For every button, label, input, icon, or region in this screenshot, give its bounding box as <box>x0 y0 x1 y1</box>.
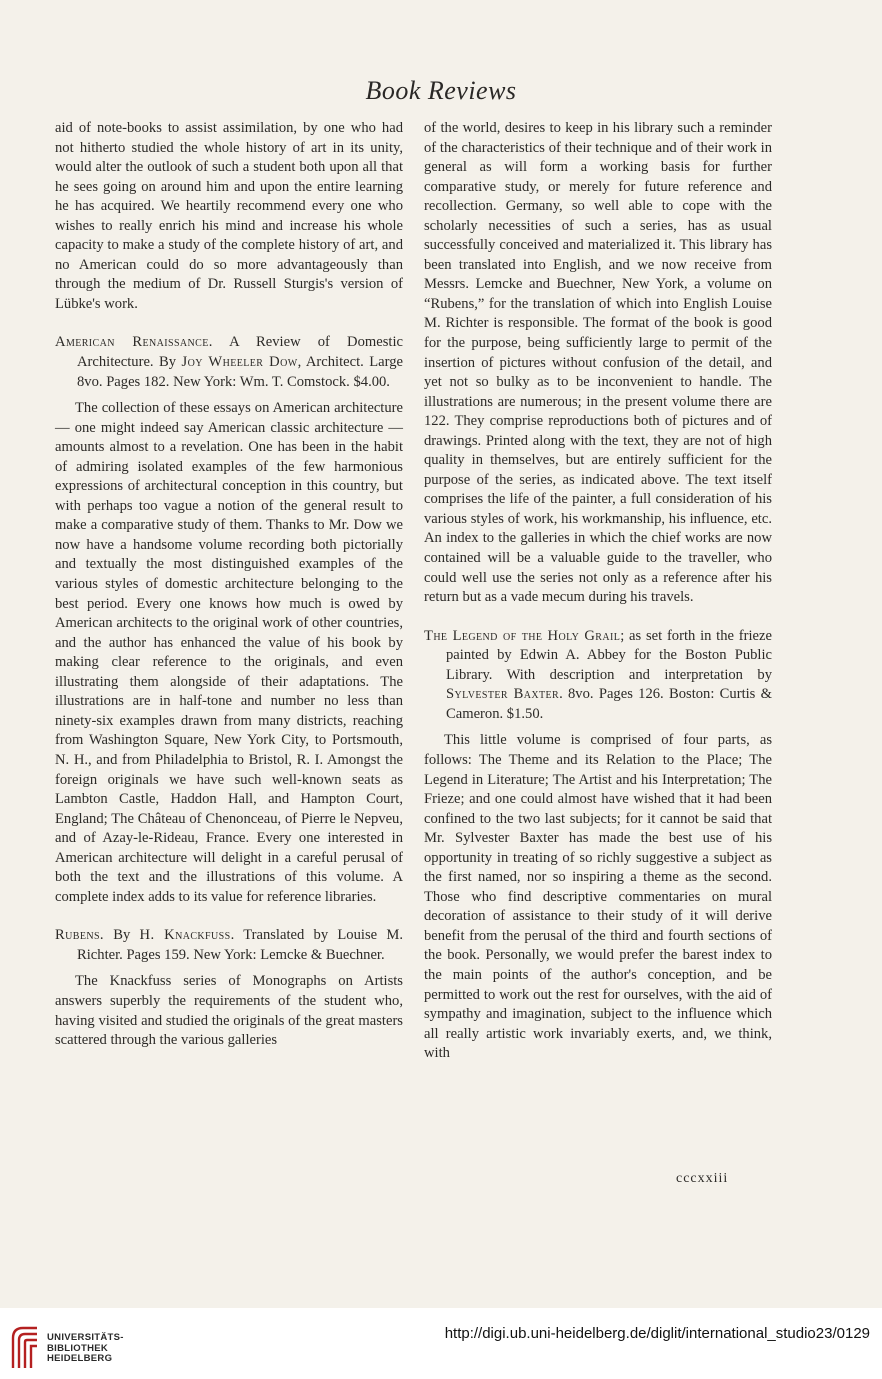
continued-paragraph: aid of note-books to assist assimilation, by one who had not hitherto studied the whole history of art in its unity, would alter the outlook of such a student both upon all that he sees going on around him and upon the entire learning he has acquired. We heartily recommend every one who wishes to really enrich his mind and increase his whole capacity to make a study of the complete history of art, and no American could do so more advantageously than through the medium of Dr. Russell Sturgis's version of Lübke's work. <box>55 120 403 312</box>
library-logo-text <box>47 1333 124 1365</box>
review-body-holy-grail: This little volume is comprised of four parts, as follows: The Theme and its Relation to the Place; The Legend in Literature; The Artist and his Interpretation; The Frieze; and one could almost have wished that it had been confined to the two last subjects; for it cannot be said that Mr. Sylvester Baxter has made the best use of his opportunity in treating of so richly suggestive a subject as the first named, nor so inspiring a theme as the second. Those who find descriptive commentaries on mural decoration of assistance to their study of it will derive benefit from the perusal of the third and fourth sections of the book. Personally, we would prefer the barest index to the main points of the author's conception, and be permitted to work out the rest for ourselves, with the aid of sympathy and imagination, subject to the influence which all really artistic work invariably exerts, and, we think, with <box>424 732 772 1062</box>
page-title: Book Reviews <box>365 76 517 105</box>
source-url-link[interactable]: http://digi.ub.uni-heidelberg.de/diglit/international_studio23/0129 <box>444 1325 870 1342</box>
review-subtitle: By <box>103 927 140 944</box>
review-body-rubens: The Knackfuss series of Monographs on Artists answers superbly the requirements of the student who, having visited and studied the originals of the great masters scattered through the various galleries <box>55 973 403 1049</box>
page-number: cccxxiii <box>676 1171 729 1186</box>
review-title: American Renaissance. <box>55 334 213 351</box>
review-heading-holy-grail <box>424 627 772 725</box>
review-details: , Architect. Large 8vo. Pages 182. New York: Wm. T. Comstock. $4.00. <box>77 354 403 390</box>
review-title: Rubens. <box>55 927 104 944</box>
footer <box>0 1308 882 1379</box>
review-subtitle: ; as set forth in the frieze painted by Edwin A. Abbey for the Boston Public Library. With description and interpretation by <box>446 627 772 683</box>
continued-paragraph: of the world, desires to keep in his library such a reminder of the characteristics of their technique and of their work in general as will form a working basis for further comparative study, or merely for future reference and recollection. Germany, so well able to cope with the scholarly necessities of such a series, has as usual successfully conceived and materialized it. This library has been translated into English, and we now receive from Messrs. Lemcke and Buechner, New York, a volume on “Rubens,” for the translation of which into English Louise M. Richter is responsible. The format of the book is good for the purpose, being sufficiently large to permit of the insertion of pictures without confusion of the detail, and yet not so bulky as to be inconvenient to handle. The illustrations are numerous; in the present volume there are 122. They comprise reproductions both of pictures and of drawings. Printed along with the text, they are not of high quality in themselves, but are entirely sufficient for the purpose of the series, as indicated above. The text itself comprises the life of the painter, a full consideration of his various styles of work, his workmanship, his influence, etc. An index to the galleries in which the chief works are now contained will be a valuable guide to the traveller, who could well use the series not only as a reference after his return but as a vade mecum during his travels. <box>424 120 772 606</box>
review-details: . Translated by Louise M. Richter. Pages 159. New York: Lemcke & Buechner. <box>77 927 404 963</box>
review-body-american-renaissance: The collection of these essays on American architecture — one might indeed say American classic architecture — amounts almost to a revelation. One has been in the habit of admiring isolated examples of the few harmonious expressions of architectural conception in this country, but with perhaps too vague a notion of the general result to make a comparative study of them. Thanks to Mr. Dow we now have a handsome volume recording both pictorially and textually the most distinguished examples of the various styles of domestic architecture belonging to the best period. Every one knows how much is owed by American architects to the original work of other countries, and the author has enhanced the value of his book by making clear reference to the originals, and even illustrating them alongside of their adaptations. The illustrations are in half-tone and number no less than ninety-six examples drawn from many districts, reaching from Washington Square, New York City, to Portsmouth, N. H., and from Philadelphia to Bristol, R. I. Amongst the foreign originals we have such well-known seats as Lambton Castle, Haddon Hall, and Hampton Court, England; The Château of Chenonceau, of Pierre le Nepveu, and of Azay-le-Rideau, France. Every one interested in American architecture will delight in a careful perusal of both the text and the illustrations of this volume. A complete index adds to its value for reference libraries. <box>55 400 403 905</box>
review-title: The Legend of the Holy Grail <box>424 627 621 644</box>
review-subtitle: A Review of Domestic Architecture. By <box>77 334 403 371</box>
left-column <box>55 119 403 1051</box>
review-details: . 8vo. Pages 126. Boston: Curtis & Cameron. $1.50. <box>446 686 773 722</box>
logo-line: BIBLIOTHEK <box>47 1342 109 1354</box>
library-logo-icon <box>9 1324 41 1372</box>
right-column <box>424 119 772 1064</box>
review-author: H. Knackfuss <box>139 927 231 944</box>
review-author: Joy Wheeler Dow <box>181 354 298 371</box>
review-heading-american-renaissance <box>55 333 403 392</box>
review-heading-rubens <box>55 926 403 965</box>
review-author: Sylvester Baxter <box>446 686 560 703</box>
logo-line: UNIVERSITÄTS- <box>47 1332 124 1343</box>
logo-line: HEIDELBERG <box>47 1353 113 1364</box>
